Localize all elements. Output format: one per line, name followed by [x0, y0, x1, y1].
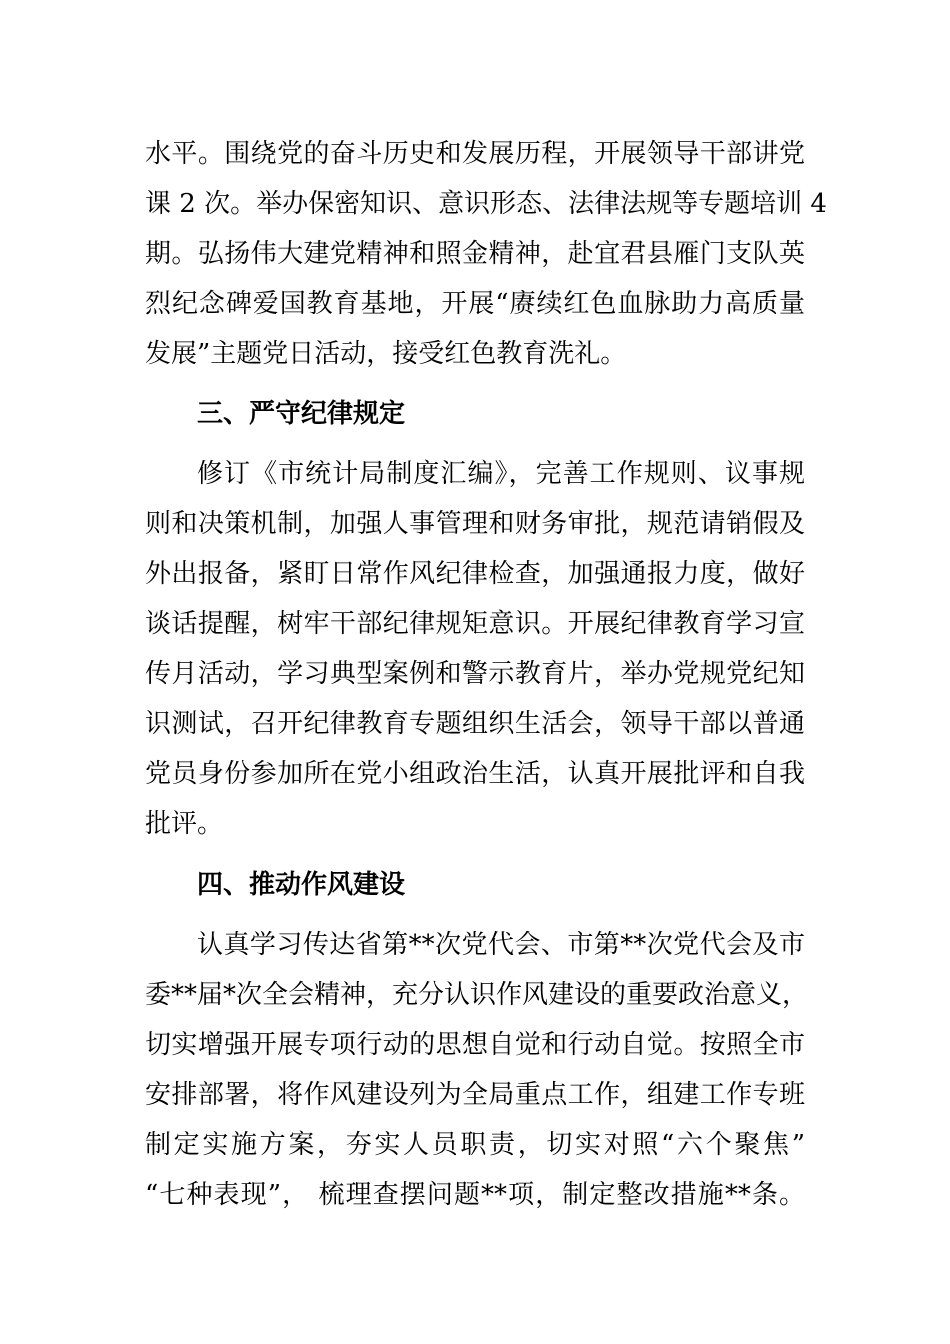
paragraph-line: 切实增强开展专项行动的思想自觉和行动自觉。按照全市 [145, 1030, 805, 1060]
paragraph-line: 烈纪念碑爱国教育基地，开展“赓续红色血脉助力高质量 [145, 289, 805, 319]
paragraph-line: 水平。围绕党的奋斗历史和发展历程，开展领导干部讲党 [145, 139, 805, 169]
paragraph-line: 传月活动，学习典型案例和警示教育片，举办党规党纪知 [145, 659, 805, 689]
section-heading: 四、推动作风建设 [197, 870, 406, 900]
paragraph-line: 认真学习传达省第**次党代会、市第**次党代会及市 [197, 930, 805, 960]
paragraph-line: 党员身份参加所在党小组政治生活，认真开展批评和自我 [145, 759, 805, 789]
paragraph-line: 谈话提醒，树牢干部纪律规矩意识。开展纪律教育学习宣 [145, 609, 805, 639]
paragraph-line: 修订《市统计局制度汇编》，完善工作规则、议事规 [197, 459, 805, 489]
paragraph-line: 委**届*次全会精神，充分认识作风建设的重要政治意义， [145, 980, 809, 1010]
paragraph-line: 制定实施方案，夯实人员职责，切实对照“六个聚焦” [145, 1130, 805, 1160]
paragraph-line: 课 2 次。举办保密知识、意识形态、法律法规等专题培训 4 [145, 189, 827, 219]
paragraph-line: 外出报备，紧盯日常作风纪律检查，加强通报力度，做好 [145, 559, 805, 589]
paragraph-line: 发展”主题党日活动，接受红色教育洗礼。 [145, 339, 627, 369]
paragraph-line: 期。弘扬伟大建党精神和照金精神，赴宜君县雁门支队英 [145, 239, 805, 269]
paragraph-line: 批评。 [145, 809, 224, 839]
section-heading: 三、严守纪律规定 [197, 399, 406, 429]
paragraph-line: 安排部署，将作风建设列为全局重点工作，组建工作专班 [145, 1080, 805, 1110]
paragraph-line: 则和决策机制，加强人事管理和财务审批，规范请销假及 [145, 509, 805, 539]
paragraph-line: “七种表现”， 梳理查摆问题**项，制定整改措施**条。 [145, 1180, 805, 1210]
paragraph-line: 识测试，召开纪律教育专题组织生活会，领导干部以普通 [145, 709, 805, 739]
